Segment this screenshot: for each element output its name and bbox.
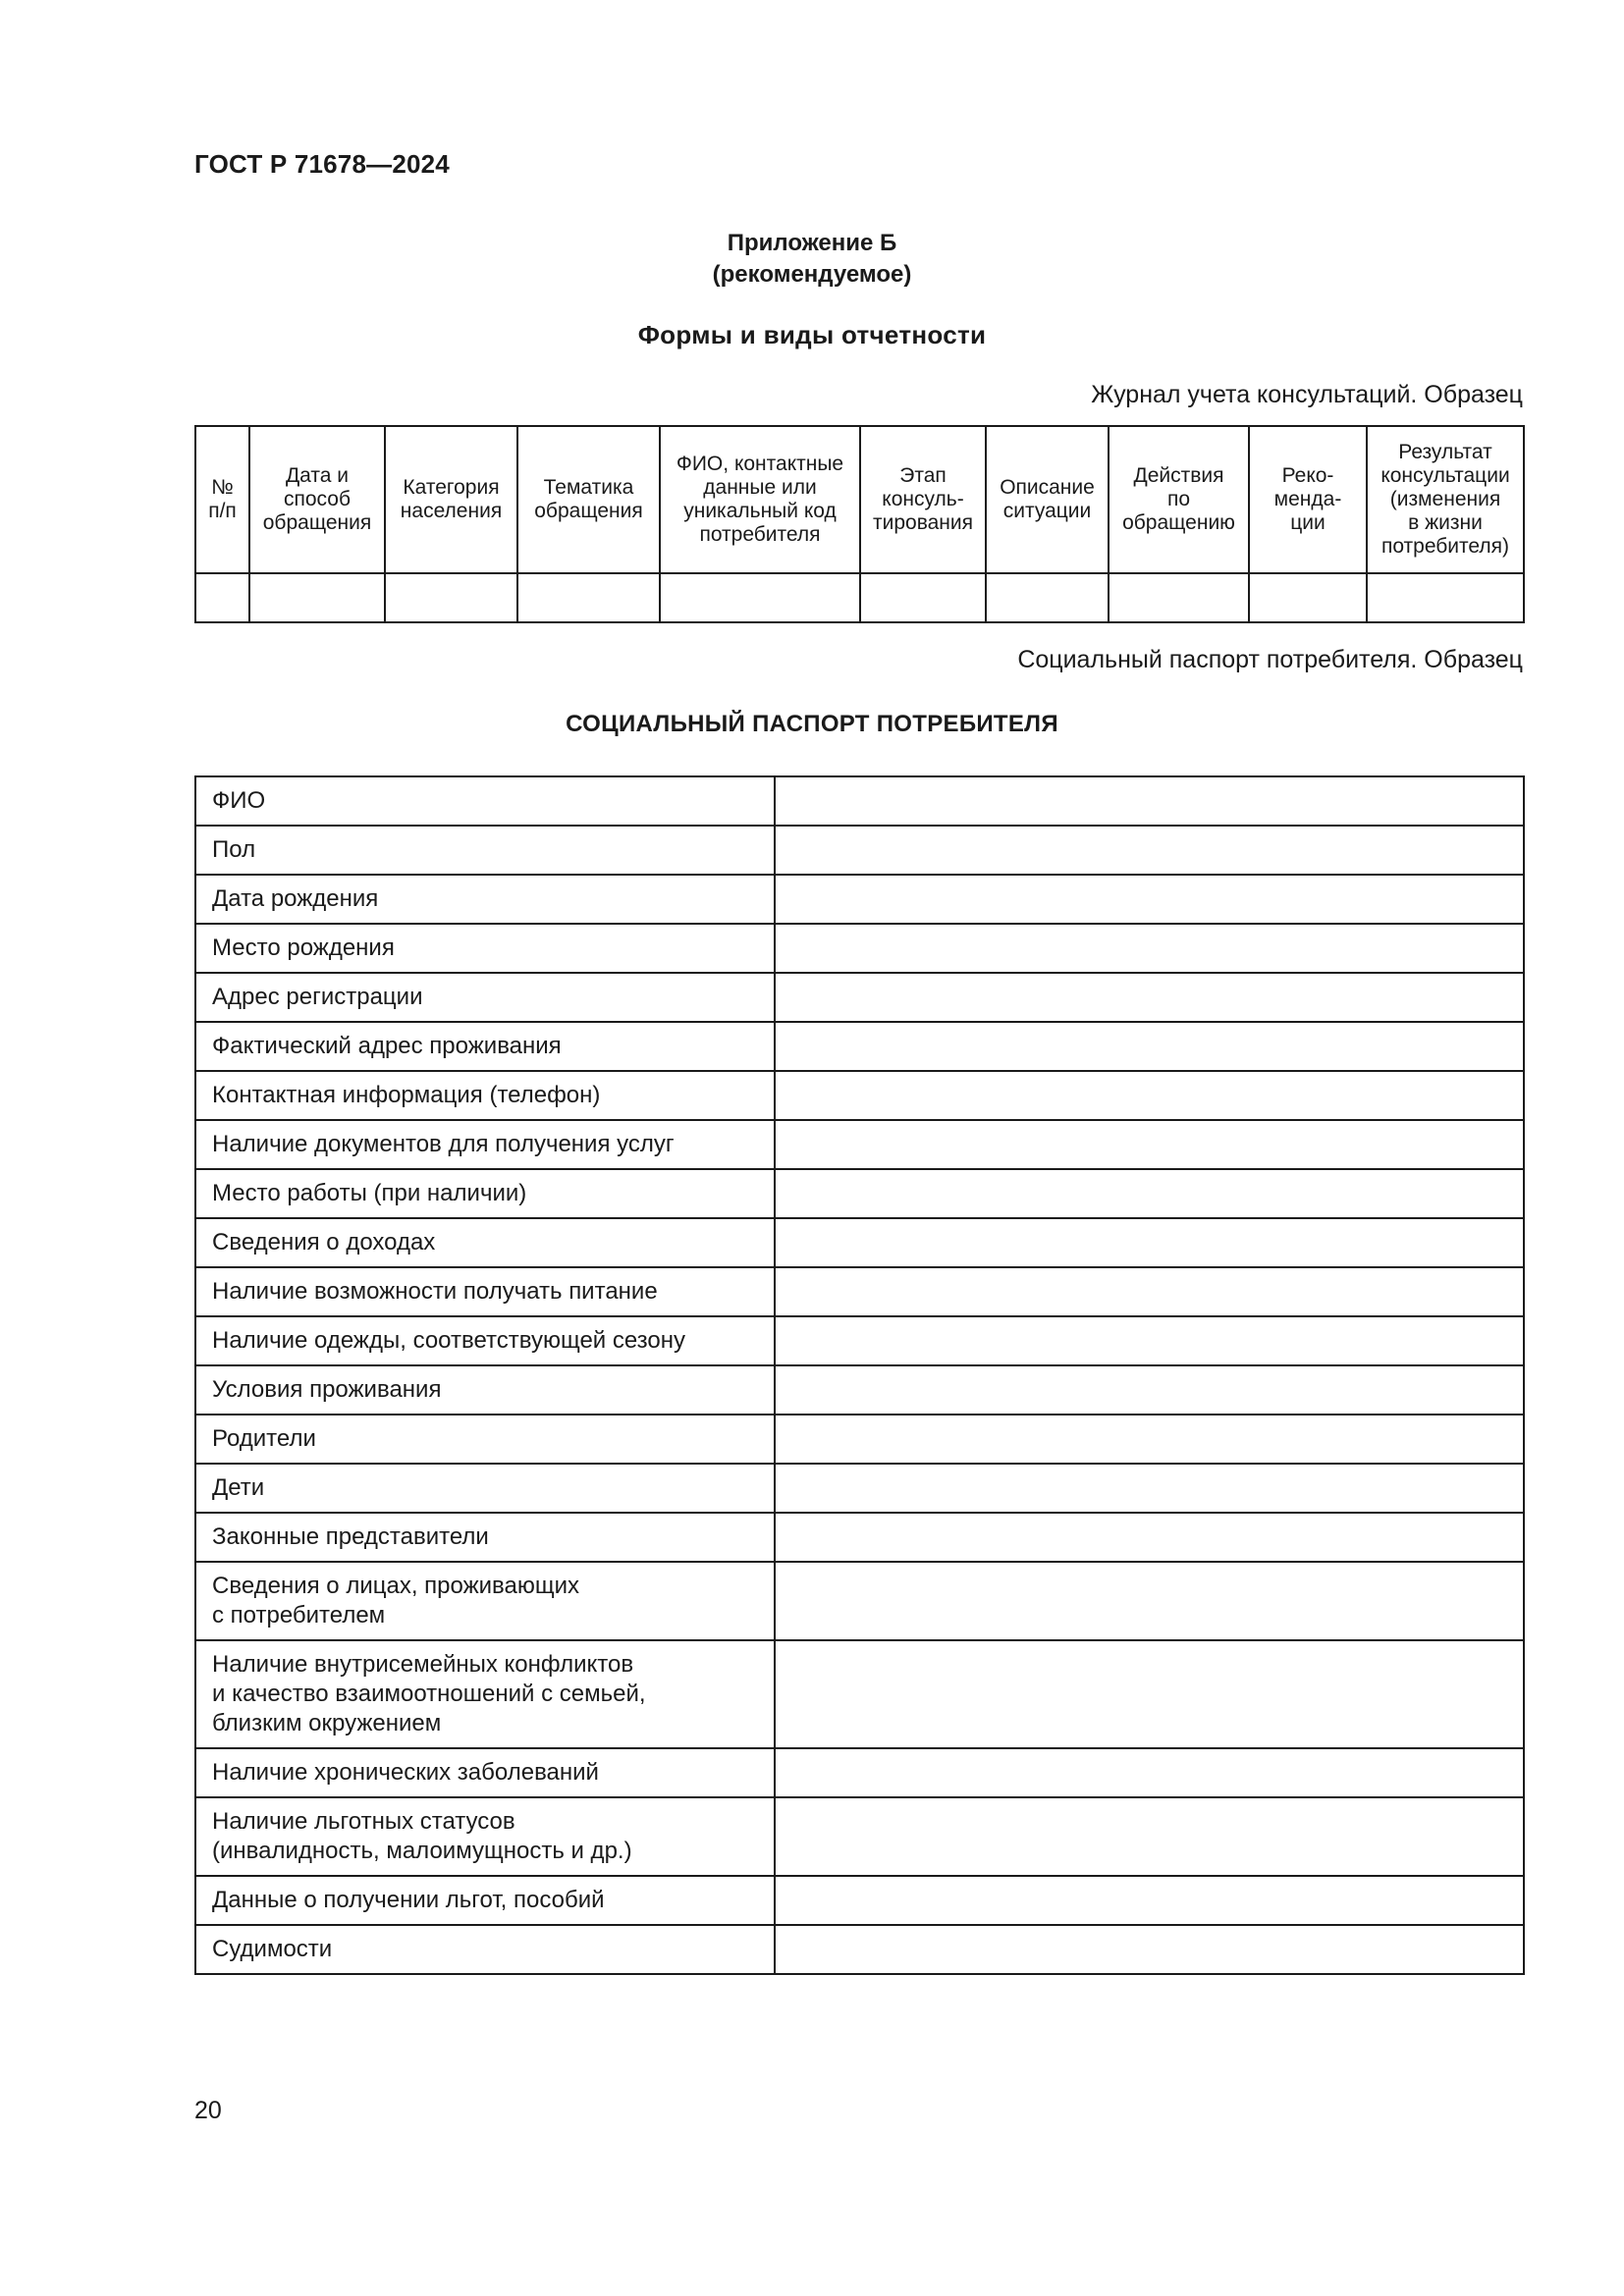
passport-field-label: Место работы (при наличии)	[195, 1169, 775, 1218]
passport-row	[195, 1169, 1524, 1218]
journal-column-header: Реко- менда- ции	[1249, 426, 1367, 573]
journal-column-header: ФИО, контактные данные или уникальный код потребителя	[660, 426, 860, 573]
passport-row	[195, 1464, 1524, 1513]
passport-field-value	[775, 1562, 1524, 1640]
passport-field-label: Наличие документов для получения услуг	[195, 1120, 775, 1169]
journal-column-header: Описание ситуации	[986, 426, 1109, 573]
passport-row	[195, 826, 1524, 875]
social-passport-table	[194, 775, 1525, 1975]
passport-field-value	[775, 1640, 1524, 1748]
passport-field-label: Дата рождения	[195, 875, 775, 924]
passport-field-value	[775, 1925, 1524, 1974]
passport-field-label: Наличие возможности получать питание	[195, 1267, 775, 1316]
passport-row	[195, 1022, 1524, 1071]
passport-field-value	[775, 1415, 1524, 1464]
passport-field-label: Судимости	[195, 1925, 775, 1974]
journal-column-header: Дата и способ обращения	[249, 426, 385, 573]
passport-field-value	[775, 924, 1524, 973]
passport-field-label: Место рождения	[195, 924, 775, 973]
passport-row	[195, 1365, 1524, 1415]
passport-field-value	[775, 776, 1524, 826]
passport-field-value	[775, 1748, 1524, 1797]
passport-row	[195, 1415, 1524, 1464]
passport-field-label: Данные о получении льгот, пособий	[195, 1876, 775, 1925]
passport-title: СОЦИАЛЬНЫЙ ПАСПОРТ ПОТРЕБИТЕЛЯ	[566, 711, 1058, 737]
passport-field-label: Родители	[195, 1415, 775, 1464]
passport-row	[195, 1120, 1524, 1169]
passport-field-value	[775, 826, 1524, 875]
passport-field-value	[775, 1797, 1524, 1876]
passport-field-value	[775, 1464, 1524, 1513]
passport-field-value	[775, 875, 1524, 924]
passport-row	[195, 1748, 1524, 1797]
appendix-heading	[0, 228, 1624, 291]
journal-empty-cell	[1109, 573, 1249, 622]
passport-field-value	[775, 973, 1524, 1022]
passport-field-label: Фактический адрес проживания	[195, 1022, 775, 1071]
consultation-journal-table	[194, 425, 1525, 623]
journal-caption: Журнал учета консультаций. Образец	[1091, 381, 1523, 408]
passport-field-value	[775, 1022, 1524, 1071]
passport-row	[195, 1218, 1524, 1267]
passport-row	[195, 1797, 1524, 1876]
passport-field-label: Сведения о лицах, проживающих с потребителем	[195, 1562, 775, 1640]
journal-column-header: № п/п	[195, 426, 249, 573]
passport-field-value	[775, 1365, 1524, 1415]
passport-field-value	[775, 1169, 1524, 1218]
passport-row	[195, 875, 1524, 924]
passport-field-label: Наличие льготных статусов (инвалидность, малоимущность и др.)	[195, 1797, 775, 1876]
passport-row	[195, 1876, 1524, 1925]
passport-row	[195, 1640, 1524, 1748]
appendix-status: (рекомендуемое)	[712, 261, 912, 288]
passport-field-value	[775, 1218, 1524, 1267]
passport-field-label: Контактная информация (телефон)	[195, 1071, 775, 1120]
page-number: 20	[194, 2097, 222, 2124]
journal-empty-cell	[517, 573, 660, 622]
passport-row	[195, 1562, 1524, 1640]
journal-column-header: Категория населения	[385, 426, 517, 573]
journal-empty-cell	[1367, 573, 1524, 622]
passport-field-value	[775, 1267, 1524, 1316]
standard-header: ГОСТ Р 71678—2024	[194, 149, 450, 179]
journal-empty-cell	[860, 573, 986, 622]
journal-column-header: Тематика обращения	[517, 426, 660, 573]
passport-field-label: Наличие одежды, соответствующей сезону	[195, 1316, 775, 1365]
passport-row	[195, 924, 1524, 973]
journal-header-row	[195, 426, 1524, 573]
passport-caption: Социальный паспорт потребителя. Образец	[1017, 646, 1523, 673]
appendix-title: Приложение Б	[727, 230, 897, 256]
journal-column-header: Действия по обращению	[1109, 426, 1249, 573]
journal-empty-row	[195, 573, 1524, 622]
passport-field-value	[775, 1071, 1524, 1120]
journal-empty-cell	[986, 573, 1109, 622]
journal-empty-cell	[660, 573, 860, 622]
passport-row	[195, 776, 1524, 826]
passport-field-label: Законные представители	[195, 1513, 775, 1562]
passport-field-label: Наличие внутрисемейных конфликтов и качество взаимоотношений с семьей, близким окружением	[195, 1640, 775, 1748]
journal-empty-cell	[195, 573, 249, 622]
passport-field-value	[775, 1513, 1524, 1562]
passport-row	[195, 1071, 1524, 1120]
passport-field-label: Условия проживания	[195, 1365, 775, 1415]
passport-field-label: Наличие хронических заболеваний	[195, 1748, 775, 1797]
passport-field-label: Дети	[195, 1464, 775, 1513]
passport-row	[195, 973, 1524, 1022]
journal-column-header: Результат консультации (изменения в жизни потребителя)	[1367, 426, 1524, 573]
passport-field-label: Адрес регистрации	[195, 973, 775, 1022]
passport-row	[195, 1316, 1524, 1365]
passport-row	[195, 1267, 1524, 1316]
passport-field-value	[775, 1316, 1524, 1365]
passport-row	[195, 1925, 1524, 1974]
passport-row	[195, 1513, 1524, 1562]
passport-field-value	[775, 1120, 1524, 1169]
journal-empty-cell	[385, 573, 517, 622]
passport-field-value	[775, 1876, 1524, 1925]
passport-field-label: Сведения о доходах	[195, 1218, 775, 1267]
passport-field-label: ФИО	[195, 776, 775, 826]
journal-column-header: Этап консуль- тирования	[860, 426, 986, 573]
section-title: Формы и виды отчетности	[637, 320, 987, 349]
journal-empty-cell	[1249, 573, 1367, 622]
journal-empty-cell	[249, 573, 385, 622]
passport-field-label: Пол	[195, 826, 775, 875]
